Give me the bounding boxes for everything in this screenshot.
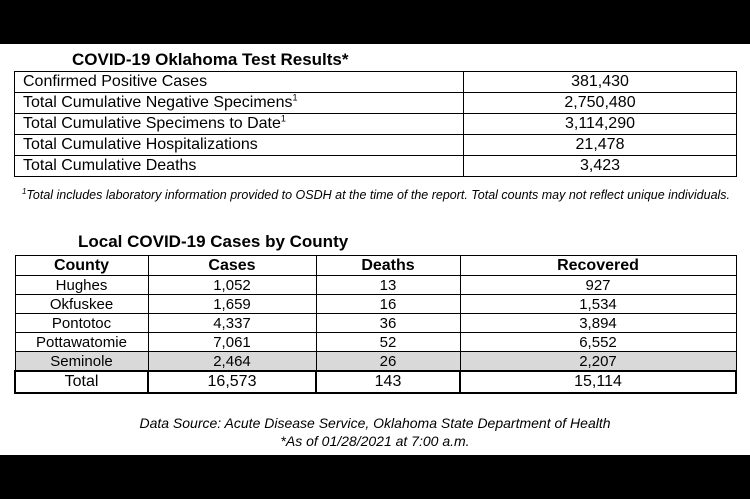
data-source-line: Data Source: Acute Disease Service, Oklahoma State Department of Health (139, 415, 611, 431)
footnote-marker: 1 (280, 113, 286, 124)
footnote-marker: 1 (292, 92, 298, 103)
cases-cell: 1,052 (148, 276, 316, 295)
row-label: Total Cumulative Deaths (15, 156, 464, 177)
recovered-cell: 2,207 (460, 352, 736, 372)
table-row (15, 135, 737, 156)
county-table-title: Local COVID-19 Cases by County (78, 232, 349, 251)
county-cell: Okfuskee (15, 295, 148, 314)
table-row (15, 295, 736, 314)
table-row (15, 72, 737, 93)
row-value: 2,750,480 (464, 93, 737, 114)
row-value: 3,423 (464, 156, 737, 177)
test-results-table (14, 71, 737, 177)
footnote-mark: 1 (21, 186, 27, 196)
row-label: Total Cumulative Negative Specimens$^1$ (15, 93, 464, 114)
deaths-cell: 36 (316, 314, 460, 333)
header-row (15, 256, 736, 276)
deaths-cell: 16 (316, 295, 460, 314)
total-deaths: 143 (316, 371, 460, 393)
column-header-recovered: Recovered (460, 256, 736, 276)
row-label: Total Cumulative Hospitalizations (15, 135, 464, 156)
cases-cell: 1,659 (148, 295, 316, 314)
table-row (15, 276, 736, 295)
recovered-cell: 1,534 (460, 295, 736, 314)
table-row (15, 93, 737, 114)
county-cases-table (14, 255, 737, 394)
recovered-cell: 3,894 (460, 314, 736, 333)
deaths-cell: 13 (316, 276, 460, 295)
table-row-highlighted (15, 352, 736, 372)
table-row (15, 333, 736, 352)
table-row (15, 314, 736, 333)
column-header-county: County (15, 256, 148, 276)
total-cases: 16,573 (148, 371, 316, 393)
row-value: 3,114,290 (464, 114, 737, 135)
row-label: Total Cumulative Specimens to Date$^1$ (15, 114, 464, 135)
county-cell: Seminole (15, 352, 148, 372)
column-header-deaths: Deaths (316, 256, 460, 276)
data-source (0, 414, 750, 450)
table-row (15, 156, 737, 177)
as-of-line: *As of 01/28/2021 at 7:00 a.m. (280, 433, 470, 449)
deaths-cell: 26 (316, 352, 460, 372)
total-row (15, 371, 736, 393)
column-header-cases: Cases (148, 256, 316, 276)
row-value: 21,478 (464, 135, 737, 156)
county-cell: Hughes (15, 276, 148, 295)
cases-cell: 7,061 (148, 333, 316, 352)
recovered-cell: 927 (460, 276, 736, 295)
county-cell: Pottawatomie (15, 333, 148, 352)
test-results-title: COVID-19 Oklahoma Test Results* (72, 50, 349, 69)
cases-cell: 4,337 (148, 314, 316, 333)
table-row (15, 114, 737, 135)
cases-cell: 2,464 (148, 352, 316, 372)
report-page (0, 44, 750, 455)
row-value: 381,430 (464, 72, 737, 93)
footnote: $^1$Total includes laboratory information provided to OSDH at the time of the report. Total counts may not reflect unique individuals. (21, 186, 731, 202)
deaths-cell: 52 (316, 333, 460, 352)
recovered-cell: 6,552 (460, 333, 736, 352)
county-cell: Pontotoc (15, 314, 148, 333)
total-label: Total (15, 371, 148, 393)
total-recovered: 15,114 (460, 371, 736, 393)
row-label: Confirmed Positive Cases (15, 72, 464, 93)
